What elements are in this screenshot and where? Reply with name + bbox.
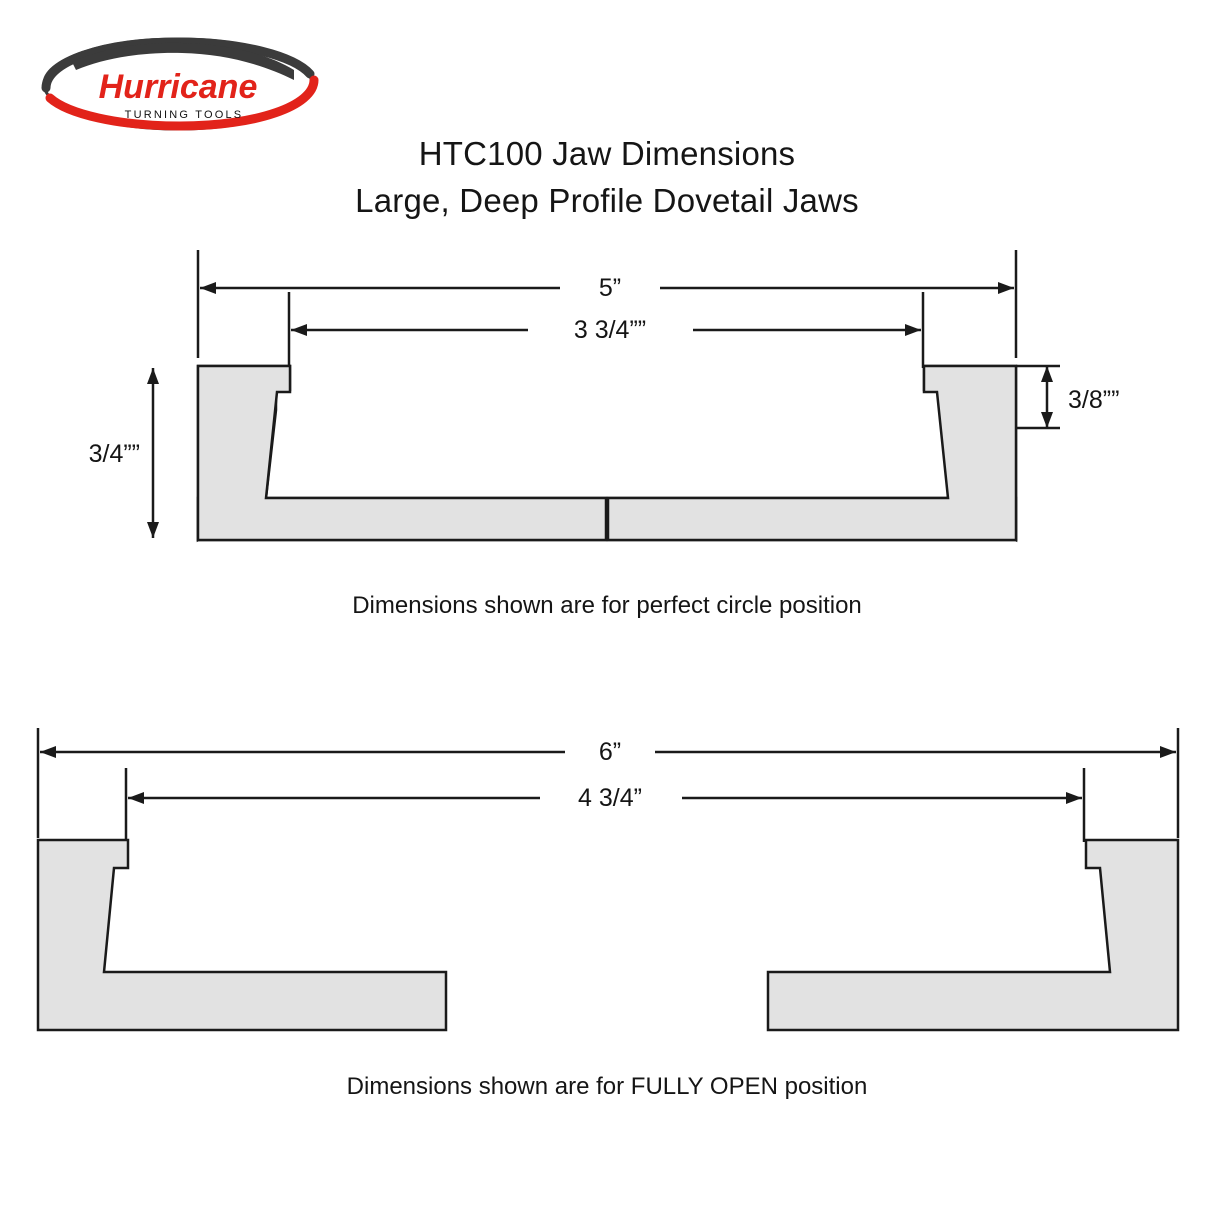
dim-label-right-height-top: 3/8”” — [1068, 386, 1120, 414]
hurricane-turning-tools-logo — [32, 26, 332, 146]
top-left-part-outline — [198, 366, 606, 540]
title-line-1: HTC100 Jaw Dimensions — [418, 135, 796, 172]
dim-label-outer-top: 5” — [598, 274, 622, 302]
bottom-diagram-caption: Dimensions shown are for FULLY OPEN position — [346, 1073, 868, 1100]
bottom-left-jaw-shape — [38, 840, 446, 1030]
dim-label-inner-top: 3 3/4”” — [573, 316, 647, 344]
logo-brand-text: Hurricane — [98, 68, 258, 106]
dim-right-height-top — [1016, 366, 1060, 428]
dim-label-inner-bottom: 4 3/4” — [578, 784, 642, 812]
dim-label-outer-bottom: 6” — [598, 738, 622, 766]
logo-graphic — [32, 26, 332, 146]
top-diagram-caption: Dimensions shown are for perfect circle position — [352, 592, 862, 619]
dim-label-left-height-top: 3/4”” — [88, 440, 140, 468]
top-right-part-outline — [608, 366, 1016, 540]
title-line-2: Large, Deep Profile Dovetail Jaws — [355, 182, 859, 219]
dim-left-height-top — [147, 368, 159, 538]
bottom-jaw-diagram — [0, 710, 1214, 1050]
logo-tagline-text: TURNING TOOLS — [124, 109, 244, 121]
top-jaw-diagram — [0, 240, 1214, 580]
page-title — [0, 130, 1214, 224]
bottom-right-jaw-shape — [768, 840, 1178, 1030]
